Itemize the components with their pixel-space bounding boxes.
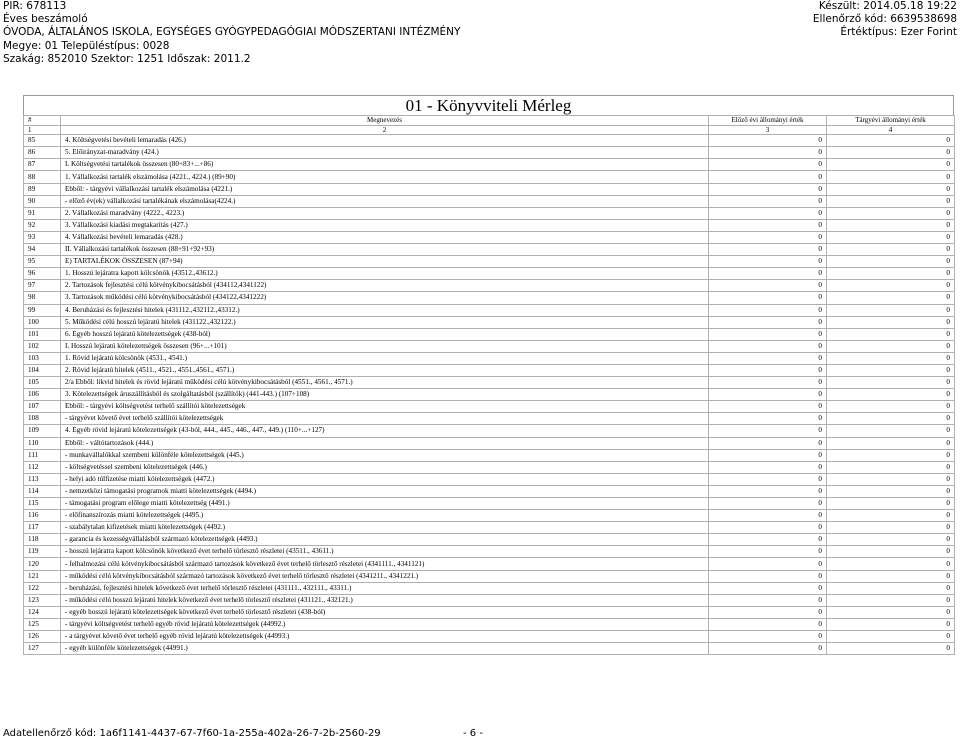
table-row — [24, 558, 955, 570]
row-curr-value-cell: 0 — [827, 207, 955, 219]
row-prev-value-cell: 0 — [709, 147, 827, 159]
row-prev-value-cell: 0 — [709, 522, 827, 534]
row-label-cell: - előfinanszírozás miatti kötelezettségek (4495.) — [61, 510, 709, 522]
column-index-row — [24, 125, 955, 135]
row-prev-value-cell: 0 — [709, 618, 827, 630]
row-label-cell: - a tárgyévet követő évet terhelő egyéb rövid lejáratú kötelezettségek (44993.) — [61, 631, 709, 643]
row-label-cell: 4. Költségvetési bevételi lemaradás (426.) — [61, 135, 709, 147]
table-row — [24, 244, 955, 256]
row-curr-value-cell: 0 — [827, 364, 955, 376]
row-prev-value-cell: 0 — [709, 183, 827, 195]
table-row — [24, 231, 955, 243]
report-header — [0, 0, 960, 76]
row-label-cell: 1. Rövid lejáratú kölcsönök (4531., 4541.) — [61, 352, 709, 364]
row-prev-value-cell: 0 — [709, 413, 827, 425]
table-row — [24, 183, 955, 195]
row-number-cell: 90 — [24, 195, 61, 207]
row-number-cell: 115 — [24, 498, 61, 510]
row-number-cell: 123 — [24, 594, 61, 606]
row-label-cell: 6. Egyéb hosszú lejáratú kötelezettségek (438-ból) — [61, 328, 709, 340]
row-label-cell: 2/a Ebből: likvid hitelek és rövid lejáratú működési célú kötvénykibocsátásból (4551., 4561., 4571.) — [61, 377, 709, 389]
row-number-cell: 99 — [24, 304, 61, 316]
table-row — [24, 195, 955, 207]
row-number-cell: 92 — [24, 219, 61, 231]
row-label-cell: - hosszú lejáratra kapott kölcsönök következő évet terhelő törlesztő részletei (43511., 43611.) — [61, 546, 709, 558]
row-curr-value-cell: 0 — [827, 147, 955, 159]
row-prev-value-cell: 0 — [709, 643, 827, 655]
row-number-cell: 126 — [24, 631, 61, 643]
row-label-cell: - tárgyévet követő évet terhelő szállítói kötelezettségek — [61, 413, 709, 425]
row-curr-value-cell: 0 — [827, 352, 955, 364]
row-prev-value-cell: 0 — [709, 510, 827, 522]
row-number-cell: 97 — [24, 280, 61, 292]
row-prev-value-cell: 0 — [709, 461, 827, 473]
row-curr-value-cell: 0 — [827, 510, 955, 522]
table-row — [24, 546, 955, 558]
row-curr-value-cell: 0 — [827, 292, 955, 304]
row-number-cell: 120 — [24, 558, 61, 570]
row-prev-value-cell: 0 — [709, 582, 827, 594]
row-number-cell: 86 — [24, 147, 61, 159]
row-number-cell: 119 — [24, 546, 61, 558]
page-footer — [0, 728, 960, 740]
county-line: Megye: 01 Településtípus: 0028 — [3, 39, 170, 52]
table-row — [24, 606, 955, 618]
row-prev-value-cell: 0 — [709, 473, 827, 485]
row-number-cell: 121 — [24, 570, 61, 582]
table-row — [24, 268, 955, 280]
row-number-cell: 94 — [24, 244, 61, 256]
row-prev-value-cell: 0 — [709, 558, 827, 570]
row-prev-value-cell: 0 — [709, 328, 827, 340]
table-row — [24, 485, 955, 497]
row-curr-value-cell: 0 — [827, 582, 955, 594]
row-curr-value-cell: 0 — [827, 437, 955, 449]
title-box — [23, 95, 954, 115]
row-curr-value-cell: 0 — [827, 425, 955, 437]
row-curr-value-cell: 0 — [827, 606, 955, 618]
table-row — [24, 570, 955, 582]
table-row — [24, 437, 955, 449]
row-number-cell: 108 — [24, 413, 61, 425]
row-number-cell: 87 — [24, 159, 61, 171]
row-label-cell: 4. Beruházási és fejlesztési hitelek (431112.,432112.,43312.) — [61, 304, 709, 316]
row-number-cell: 113 — [24, 473, 61, 485]
row-curr-value-cell: 0 — [827, 485, 955, 497]
row-number-cell: 112 — [24, 461, 61, 473]
row-prev-value-cell: 0 — [709, 159, 827, 171]
row-number-cell: 91 — [24, 207, 61, 219]
table-row — [24, 389, 955, 401]
table-row — [24, 292, 955, 304]
row-label-cell: 3. Tartozások működési célú kötvénykibocsátásból (434122,4341222) — [61, 292, 709, 304]
row-prev-value-cell: 0 — [709, 231, 827, 243]
row-label-cell: - egyéb hosszú lejáratú kötelezettségek következő évet terhelő törlesztő részletei (438-ból) — [61, 606, 709, 618]
row-number-cell: 95 — [24, 256, 61, 268]
row-label-cell: - támogatási program előlege miatti kötelezettség (4491.) — [61, 498, 709, 510]
check-code-line: Ellenőrző kód: 6639538698 — [812, 13, 957, 26]
table-row — [24, 522, 955, 534]
row-label-cell: 3. Kötelezettségek áruszállításból és szolgáltatásból (szállítók) (441-443.) (107+108) — [61, 389, 709, 401]
row-prev-value-cell: 0 — [709, 570, 827, 582]
row-number-cell: 103 — [24, 352, 61, 364]
table-row — [24, 498, 955, 510]
row-label-cell: - működési célú hosszú lejáratú hitelek következő évet terhelő törlesztő részletei (431121., 432121.) — [61, 594, 709, 606]
table-row — [24, 461, 955, 473]
sector-line: Szakág: 852010 Szektor: 1251 Időszak: 2011.2 — [3, 52, 251, 65]
ledger-table — [23, 115, 955, 655]
column-header-prev: Előző évi állományi érték — [709, 116, 827, 126]
table-row — [24, 256, 955, 268]
row-curr-value-cell: 0 — [827, 268, 955, 280]
row-label-cell: 2. Vállalkozási maradvány (4222., 4223.) — [61, 207, 709, 219]
row-curr-value-cell: 0 — [827, 231, 955, 243]
row-number-cell: 127 — [24, 643, 61, 655]
row-number-cell: 89 — [24, 183, 61, 195]
row-curr-value-cell: 0 — [827, 135, 955, 147]
row-number-cell: 98 — [24, 292, 61, 304]
row-label-cell: - garancia és kezességvállalásból származó kötelezettségek (4493.) — [61, 534, 709, 546]
row-prev-value-cell: 0 — [709, 340, 827, 352]
row-label-cell: - költségvetéssel szembeni kötelezettségek (446.) — [61, 461, 709, 473]
row-prev-value-cell: 0 — [709, 401, 827, 413]
table-row — [24, 280, 955, 292]
row-prev-value-cell: 0 — [709, 498, 827, 510]
row-curr-value-cell: 0 — [827, 570, 955, 582]
row-prev-value-cell: 0 — [709, 485, 827, 497]
row-label-cell: 1. Vállalkozási tartalék elszámolása (4221., 4224.) (89+90) — [61, 171, 709, 183]
column-header-row — [24, 116, 955, 126]
column-index-4: 4 — [827, 125, 955, 135]
row-label-cell: 4. Egyéb rövid lejáratú kötelezettségek (43-ból, 444., 445., 446., 447., 449.) (110+...+127) — [61, 425, 709, 437]
pir-line: PIR: 678113 — [3, 0, 67, 12]
row-prev-value-cell: 0 — [709, 207, 827, 219]
row-label-cell: 2. Tartozások fejlesztési célú kötvénykibocsátásból (434112,4341122) — [61, 280, 709, 292]
row-label-cell: - egyéb különféle kötelezettségek (44991.) — [61, 643, 709, 655]
table-row — [24, 364, 955, 376]
row-curr-value-cell: 0 — [827, 159, 955, 171]
row-number-cell: 124 — [24, 606, 61, 618]
row-number-cell: 109 — [24, 425, 61, 437]
table-row — [24, 618, 955, 630]
row-prev-value-cell: 0 — [709, 546, 827, 558]
row-prev-value-cell: 0 — [709, 606, 827, 618]
row-curr-value-cell: 0 — [827, 534, 955, 546]
table-row — [24, 304, 955, 316]
row-label-cell: I. Hosszú lejáratú kötelezettségek összesen (96+...+101) — [61, 340, 709, 352]
page-title: 01 - Könyvviteli Mérleg — [405, 96, 572, 115]
row-prev-value-cell: 0 — [709, 195, 827, 207]
table-row — [24, 510, 955, 522]
row-number-cell: 102 — [24, 340, 61, 352]
row-number-cell: 114 — [24, 485, 61, 497]
row-number-cell: 111 — [24, 449, 61, 461]
row-label-cell: 1. Hosszú lejáratra kapott kölcsönök (43512.,43612.) — [61, 268, 709, 280]
row-prev-value-cell: 0 — [709, 631, 827, 643]
table-row — [24, 316, 955, 328]
row-label-cell: - működési célú kötvénykibocsátásból származó tartozások következő évet terhelő törlesztő részletei (4341211., 4341221.) — [61, 570, 709, 582]
data-check-code: Adatellenőrző kód: 1a6f1141-4437-67-7f60-1a-255a-402a-26-7-2b-2560-29 — [3, 728, 381, 739]
row-prev-value-cell: 0 — [709, 364, 827, 376]
table-row — [24, 377, 955, 389]
row-number-cell: 122 — [24, 582, 61, 594]
row-prev-value-cell: 0 — [709, 377, 827, 389]
row-curr-value-cell: 0 — [827, 171, 955, 183]
row-prev-value-cell: 0 — [709, 449, 827, 461]
row-prev-value-cell: 0 — [709, 352, 827, 364]
row-curr-value-cell: 0 — [827, 244, 955, 256]
row-curr-value-cell: 0 — [827, 546, 955, 558]
row-label-cell: E) TARTALÉKOK ÖSSZESEN (87+94) — [61, 256, 709, 268]
row-number-cell: 116 — [24, 510, 61, 522]
row-number-cell: 93 — [24, 231, 61, 243]
row-label-cell: - munkavállalókkal szembeni különféle kötelezettségek (445.) — [61, 449, 709, 461]
row-curr-value-cell: 0 — [827, 219, 955, 231]
page-number: - 6 - — [463, 728, 483, 739]
row-curr-value-cell: 0 — [827, 256, 955, 268]
row-prev-value-cell: 0 — [709, 316, 827, 328]
row-prev-value-cell: 0 — [709, 304, 827, 316]
row-prev-value-cell: 0 — [709, 292, 827, 304]
row-number-cell: 85 — [24, 135, 61, 147]
table-row — [24, 219, 955, 231]
row-curr-value-cell: 0 — [827, 522, 955, 534]
column-index-2: 2 — [61, 125, 709, 135]
row-number-cell: 106 — [24, 389, 61, 401]
row-label-cell: - szabálytalan kifizetések miatti kötelezettségek (4492.) — [61, 522, 709, 534]
row-number-cell: 88 — [24, 171, 61, 183]
row-curr-value-cell: 0 — [827, 195, 955, 207]
row-number-cell: 118 — [24, 534, 61, 546]
column-index-1: 1 — [24, 125, 61, 135]
row-number-cell: 105 — [24, 377, 61, 389]
table-row — [24, 534, 955, 546]
row-curr-value-cell: 0 — [827, 316, 955, 328]
table-row — [24, 473, 955, 485]
row-label-cell: Ebből: - váltótartozások (444.) — [61, 437, 709, 449]
row-number-cell: 107 — [24, 401, 61, 413]
row-curr-value-cell: 0 — [827, 461, 955, 473]
row-label-cell: I. Költségvetési tartalékok összesen (80+83+...+86) — [61, 159, 709, 171]
row-number-cell: 101 — [24, 328, 61, 340]
row-curr-value-cell: 0 — [827, 280, 955, 292]
table-row — [24, 171, 955, 183]
header-right-block — [813, 0, 957, 40]
row-label-cell: - felhalmozási célú kötvénykibocsátásból származó tartozások következő évet terhelő törlesztő részletei (4341111., 4341121) — [61, 558, 709, 570]
row-prev-value-cell: 0 — [709, 534, 827, 546]
row-curr-value-cell: 0 — [827, 498, 955, 510]
row-number-cell: 117 — [24, 522, 61, 534]
row-label-cell: - előző év(ek) vállalkozási tartalékának elszámolása(4224.) — [61, 195, 709, 207]
table-row — [24, 340, 955, 352]
row-curr-value-cell: 0 — [827, 304, 955, 316]
row-label-cell: 5. Működési célú hosszú lejáratú hitelek (431122.,432122.) — [61, 316, 709, 328]
row-curr-value-cell: 0 — [827, 413, 955, 425]
row-number-cell: 96 — [24, 268, 61, 280]
table-row — [24, 147, 955, 159]
row-label-cell: Ebből: - tárgyévi vállalkozási tartalék elszámolása (4221.) — [61, 183, 709, 195]
row-prev-value-cell: 0 — [709, 244, 827, 256]
row-curr-value-cell: 0 — [827, 377, 955, 389]
row-curr-value-cell: 0 — [827, 558, 955, 570]
institution-name-line: ÓVODA, ÁLTALÁNOS ISKOLA, EGYSÉGES GYÓGYPEDAGÓGIAI MÓDSZERTANI INTÉZMÉNY — [3, 26, 461, 39]
row-curr-value-cell: 0 — [827, 401, 955, 413]
row-number-cell: 125 — [24, 618, 61, 630]
row-number-cell: 100 — [24, 316, 61, 328]
row-curr-value-cell: 0 — [827, 631, 955, 643]
row-prev-value-cell: 0 — [709, 280, 827, 292]
row-label-cell: 3. Vállalkozási kiadási megtakarítás (427.) — [61, 219, 709, 231]
header-left-block — [3, 0, 460, 66]
column-header-curr: Tárgyévi állományi érték — [827, 116, 955, 126]
row-label-cell: - beruházási, fejlesztési hitelek következő évet terhelő törlesztő részletei (431111., 432111., 43311.) — [61, 582, 709, 594]
row-label-cell: - tárgyévi költségvetést terhelő egyéb rövid lejáratú kötelezettségek (44992.) — [61, 618, 709, 630]
row-prev-value-cell: 0 — [709, 268, 827, 280]
row-label-cell: - helyi adó túlfizetése miatti kötelezettségek (4472.) — [61, 473, 709, 485]
row-curr-value-cell: 0 — [827, 449, 955, 461]
report-type-line: Éves beszámoló — [3, 13, 88, 26]
row-label-cell: 2. Rövid lejáratú hitelek (4511., 4521., 4551.,4561., 4571.) — [61, 364, 709, 376]
table-row — [24, 631, 955, 643]
row-label-cell: 5. Előirányzat-maradvány (424.) — [61, 147, 709, 159]
row-curr-value-cell: 0 — [827, 183, 955, 195]
row-prev-value-cell: 0 — [709, 171, 827, 183]
row-prev-value-cell: 0 — [709, 437, 827, 449]
table-row — [24, 352, 955, 364]
row-label-cell: II. Vállalkozási tartalékok összesen (88+91+92+93) — [61, 244, 709, 256]
table-row — [24, 401, 955, 413]
row-prev-value-cell: 0 — [709, 425, 827, 437]
table-row — [24, 159, 955, 171]
table-row — [24, 643, 955, 655]
created-line: Készült: 2014.05.18 19:22 — [818, 0, 957, 12]
row-prev-value-cell: 0 — [709, 219, 827, 231]
table-row — [24, 135, 955, 147]
column-index-3: 3 — [709, 125, 827, 135]
row-curr-value-cell: 0 — [827, 340, 955, 352]
table-row — [24, 594, 955, 606]
value-type-line: Értéktípus: Ezer Forint — [840, 26, 957, 39]
table-row — [24, 413, 955, 425]
row-curr-value-cell: 0 — [827, 389, 955, 401]
table-row — [24, 425, 955, 437]
row-prev-value-cell: 0 — [709, 256, 827, 268]
row-prev-value-cell: 0 — [709, 594, 827, 606]
table-row — [24, 449, 955, 461]
row-number-cell: 104 — [24, 364, 61, 376]
table-row — [24, 207, 955, 219]
row-label-cell: - nemzetközi támogatási programok miatti kötelezettségek (4494.) — [61, 485, 709, 497]
table-row — [24, 328, 955, 340]
column-header-name: Megnevezés — [61, 116, 709, 126]
row-prev-value-cell: 0 — [709, 135, 827, 147]
row-curr-value-cell: 0 — [827, 618, 955, 630]
ledger-body — [24, 116, 955, 655]
row-label-cell: 4. Vállalkozási bevételi lemaradás (428.) — [61, 231, 709, 243]
row-curr-value-cell: 0 — [827, 594, 955, 606]
row-curr-value-cell: 0 — [827, 328, 955, 340]
row-curr-value-cell: 0 — [827, 643, 955, 655]
row-number-cell: 110 — [24, 437, 61, 449]
row-prev-value-cell: 0 — [709, 389, 827, 401]
row-label-cell: Ebből: - tárgyévi költségvetést terhelő szállítói kötelezettségek — [61, 401, 709, 413]
table-row — [24, 582, 955, 594]
column-header-num: # — [24, 116, 61, 126]
row-curr-value-cell: 0 — [827, 473, 955, 485]
